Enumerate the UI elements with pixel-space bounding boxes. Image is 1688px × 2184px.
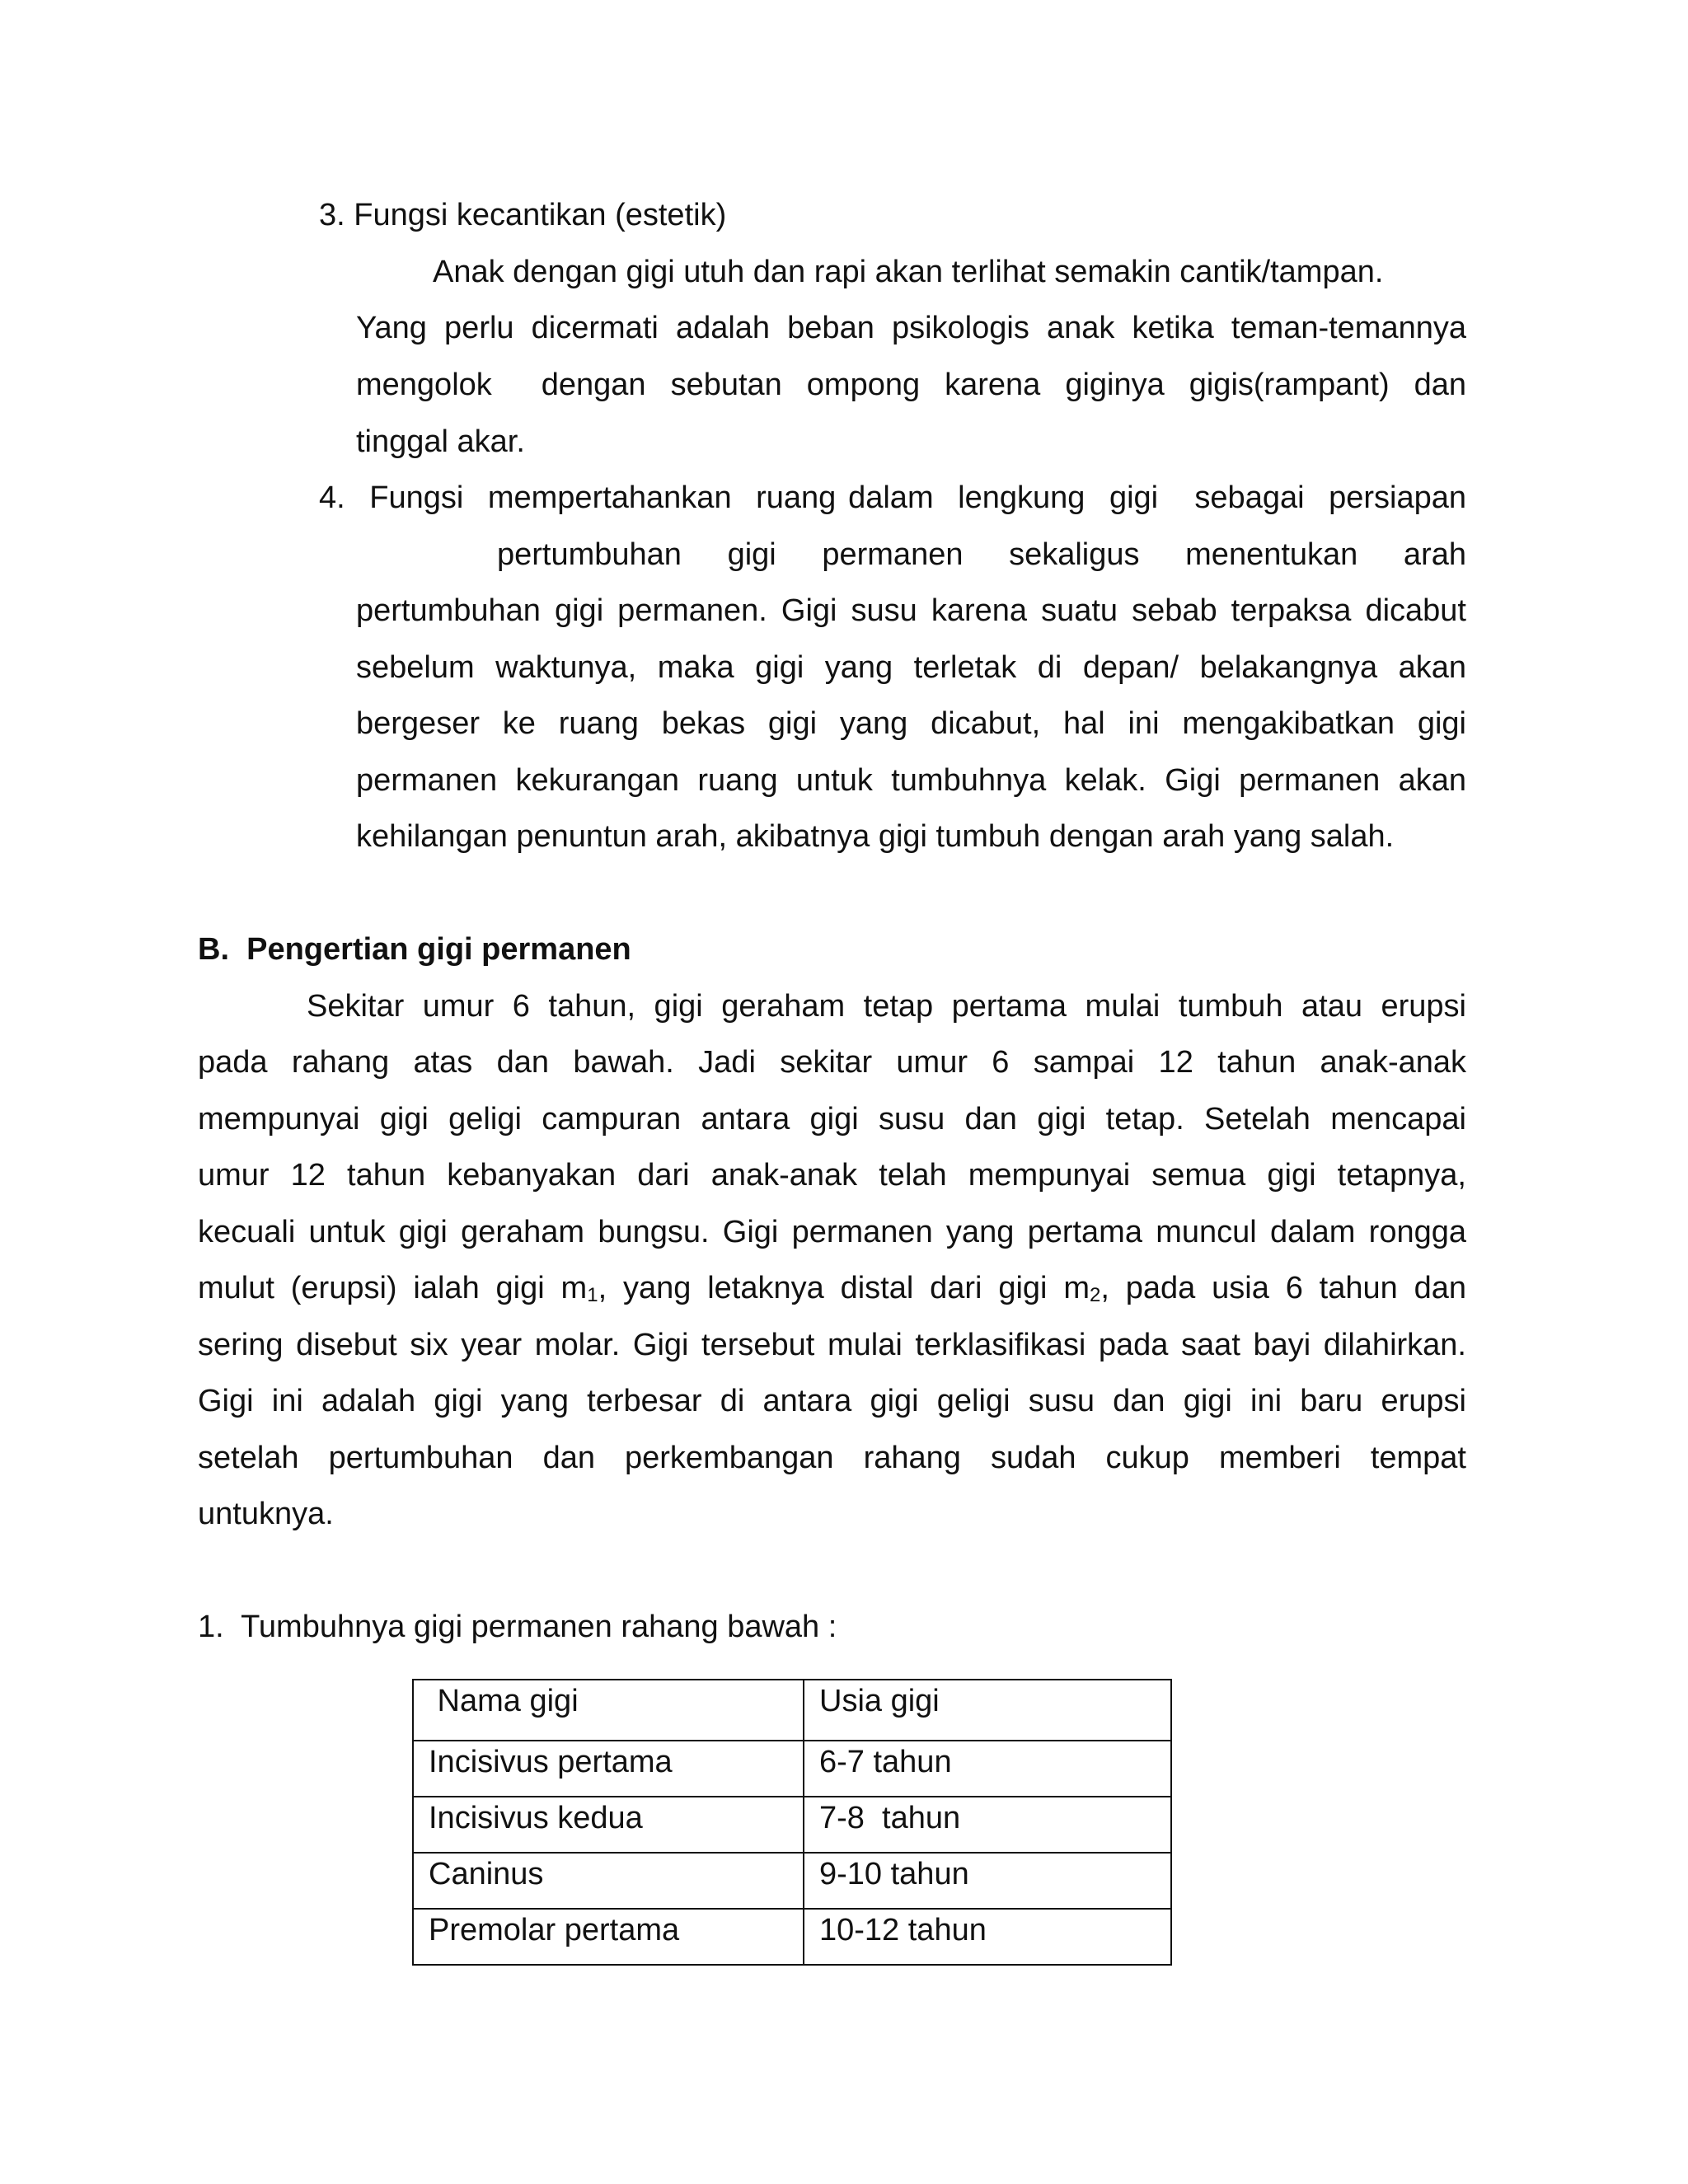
line-m-sub2: 2	[1090, 1284, 1101, 1306]
item3-line: Yang perlu dicermati adalah beban psikologis anak ketika teman-temannya	[356, 311, 1466, 345]
item3-heading: 3. Fungsi kecantikan (estetik)	[319, 198, 727, 232]
line-m-part-b: , yang letaknya distal dari gigi m	[598, 1271, 1090, 1305]
table-cell: 10-12 tahun	[804, 1909, 1171, 1965]
item4-line: sebelum waktunya, maka gigi yang terletak di depan/ belakangnya akan	[356, 650, 1466, 685]
table-row	[413, 1853, 1171, 1909]
table-row	[413, 1741, 1171, 1797]
table-cell: Premolar pertama	[413, 1909, 804, 1965]
item3-line: tinggal akar.	[356, 424, 525, 459]
table-cell: Incisivus kedua	[413, 1797, 804, 1853]
section-b-line: umur 12 tahun kebanyakan dari anak-anak telah mempunyai semua gigi tetapnya,	[198, 1158, 1466, 1193]
section-b-line: kecuali untuk gigi geraham bungsu. Gigi permanen yang pertama muncul dalam rongga	[198, 1215, 1466, 1249]
item4-line: permanen kekurangan ruang untuk tumbuhnya kelak. Gigi permanen akan	[356, 763, 1466, 798]
item4-line: kehilangan penuntun arah, akibatnya gigi tumbuh dengan arah yang salah.	[356, 819, 1395, 854]
item4-line: pertumbuhan gigi permanen sekaligus menentukan arah	[497, 537, 1466, 572]
table-cell: 6-7 tahun	[804, 1741, 1171, 1797]
table-header-cell: Nama gigi	[413, 1680, 804, 1741]
section-b-line-m	[198, 1268, 1466, 1316]
item4-line: bergeser ke ruang bekas gigi yang dicabut, hal ini mengakibatkan gigi	[356, 706, 1466, 741]
item4-line: pertumbuhan gigi permanen. Gigi susu karena suatu sebab terpaksa dicabut	[356, 593, 1466, 628]
section-b-line: pada rahang atas dan bawah. Jadi sekitar umur 6 sampai 12 tahun anak-anak	[198, 1045, 1466, 1080]
line-m-sub1: 1	[587, 1284, 598, 1306]
section-b-line: untuknya.	[198, 1497, 334, 1531]
list1-heading: 1. Tumbuhnya gigi permanen rahang bawah :	[198, 1610, 837, 1644]
table-header-row	[413, 1680, 1171, 1741]
section-b-line: Gigi ini adalah gigi yang terbesar di antara gigi geligi susu dan gigi ini baru erupsi	[198, 1384, 1466, 1418]
section-b-line: mempunyai gigi geligi campuran antara gigi susu dan gigi tetap. Setelah mencapai	[198, 1102, 1466, 1137]
table-row	[413, 1797, 1171, 1853]
section-b-line: Sekitar umur 6 tahun, gigi geraham tetap pertama mulai tumbuh atau erupsi	[307, 989, 1466, 1024]
line-m-part-a: mulut (erupsi) ialah gigi m	[198, 1271, 588, 1305]
table-cell: Caninus	[413, 1853, 804, 1909]
table-cell: 7-8 tahun	[804, 1797, 1171, 1853]
table-cell: Incisivus pertama	[413, 1741, 804, 1797]
item4-heading: 4. Fungsi mempertahankan ruang dalam lengkung gigi sebagai persiapan	[319, 480, 1466, 515]
section-b-line: setelah pertumbuhan dan perkembangan rahang sudah cukup memberi tempat	[198, 1441, 1466, 1475]
table-row	[413, 1909, 1171, 1965]
table-cell: 9-10 tahun	[804, 1853, 1171, 1909]
teeth-eruption-table	[412, 1679, 1172, 1966]
table-header-cell: Usia gigi	[804, 1680, 1171, 1741]
line-m-part-c: , pada usia 6 tahun dan	[1100, 1271, 1467, 1305]
item3-line: Anak dengan gigi utuh dan rapi akan terlihat semakin cantik/tampan.	[433, 255, 1384, 289]
item3-line: mengolok dengan sebutan ompong karena giginya gigis(rampant) dan	[356, 368, 1466, 402]
section-b-line: sering disebut six year molar. Gigi tersebut mulai terklasifikasi pada saat bayi dilahirkan.	[198, 1328, 1466, 1362]
section-b-heading: B. Pengertian gigi permanen	[198, 932, 631, 967]
